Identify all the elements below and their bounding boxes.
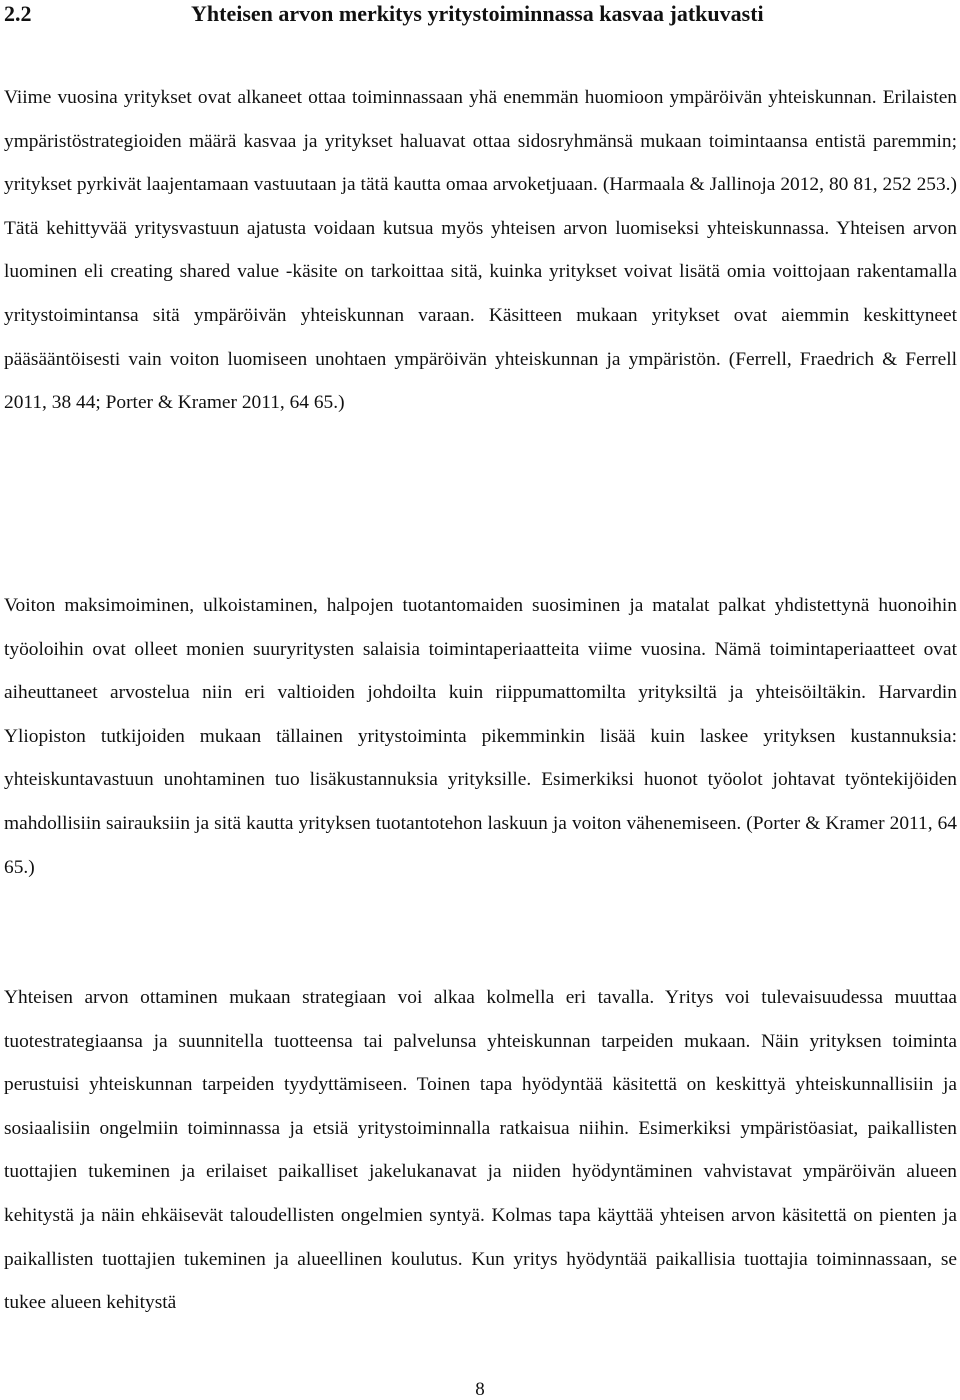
paragraph-1: Viime vuosina yritykset ovat alkaneet ottaa toiminnassaan yhä enemmän huomioon ympäröivän yhteiskunnan. Erilaisten ympäristöstrategioiden määrä kasvaa ja yritykset haluavat ottaa sidosryhmänsä mukaan toimintaansa entistä paremmin; yritykset pyrkivät laajentamaan vastuutaan ja tätä kautta omaa arvoketjuaan. (Harmaala & Jallinoja 2012, 80 81, 252 253.) Tätä kehittyvää yritysvastuun ajatusta voidaan kutsua myös yhteisen arvon luomiseksi yhteiskunnassa. Yhteisen arvon luominen eli creating shared value -käsite on tarkoittaa sitä, kuinka yritykset voivat lisätä omia voittojaan rakentamalla yritystoimintansa sitä ympäröivän yhteiskunnan varaan. Käsitteen mukaan yritykset ovat aiemmin keskittyneet pääsääntöisesti vain voiton luomiseen unohtaen ympäröivän yhteiskunnan ja ympäristön. (Ferrell, Fraedrich & Ferrell 2011, 38 44; Porter & Kramer 2011, 64 65.) [4, 87, 957, 414]
section-number: 2.2 [4, 1, 32, 26]
page-number: 8 [475, 1379, 485, 1400]
section-title: Yhteisen arvon merkitys yritystoiminnassa kasvaa jatkuvasti [191, 1, 764, 26]
paragraph-2: Voiton maksimoiminen, ulkoistaminen, halpojen tuotantomaiden suosiminen ja matalat palkat yhdistettynä huonoihin työoloihin ovat olleet monien suuryritysten salaisia toimintaperiaatteita viime vuosina. Nämä toimintaperiaatteet ovat aiheuttaneet arvostelua niin eri valtioiden johdoilta kuin riippumattomilta yrityksiltä ja yhteisöiltäkin. Harvardin Yliopiston tutkijoiden mukaan tällainen yritystoiminta pikemminkin lisää kuin laskee yrityksen kustannuksia: yhteiskuntavastuun unohtaminen tuo lisäkustannuksia yrityksille. Esimerkiksi huonot työolot johtavat työntekijöiden mahdollisiin sairauksiin ja sitä kautta yrityksen tuotantotehon laskuun ja voiton vähenemiseen. (Porter & Kramer 2011, 64 65.) [4, 595, 957, 878]
section-heading [4, 0, 954, 32]
paragraph-3: Yhteisen arvon ottaminen mukaan strategiaan voi alkaa kolmella eri tavalla. Yritys voi tulevaisuudessa muuttaa tuotestrategiaansa ja suunnitella tuotteensa tai palvelunsa yhteiskunnan tarpeiden mukaan. Näin yrityksen toiminta perustuisi yhteiskunnan tarpeiden tyydyttämiseen. Toinen tapa hyödyntää käsitettä on keskittyä yhteiskunnallisiin ja sosiaalisiin ongelmiin toiminnassa ja etsiä yritystoiminnalla ratkaisua niihin. Esimerkiksi ympäristöasiat, paikallisten tuottajien tukeminen ja erilaiset paikalliset jakelukanavat ja niiden hyödyntäminen vahvistavat ympäröivän alueen kehitystä ja näin ehkäisevät taloudellisten ongelmien syntyä. Kolmas tapa käyttää yhteisen arvon käsitettä on pienten ja paikallisten tuottajien tukeminen ja alueellinen koulutus. Kun yritys hyödyntää paikallisia tuottajia toiminnassaan, se tukee alueen kehitystä [4, 987, 957, 1314]
